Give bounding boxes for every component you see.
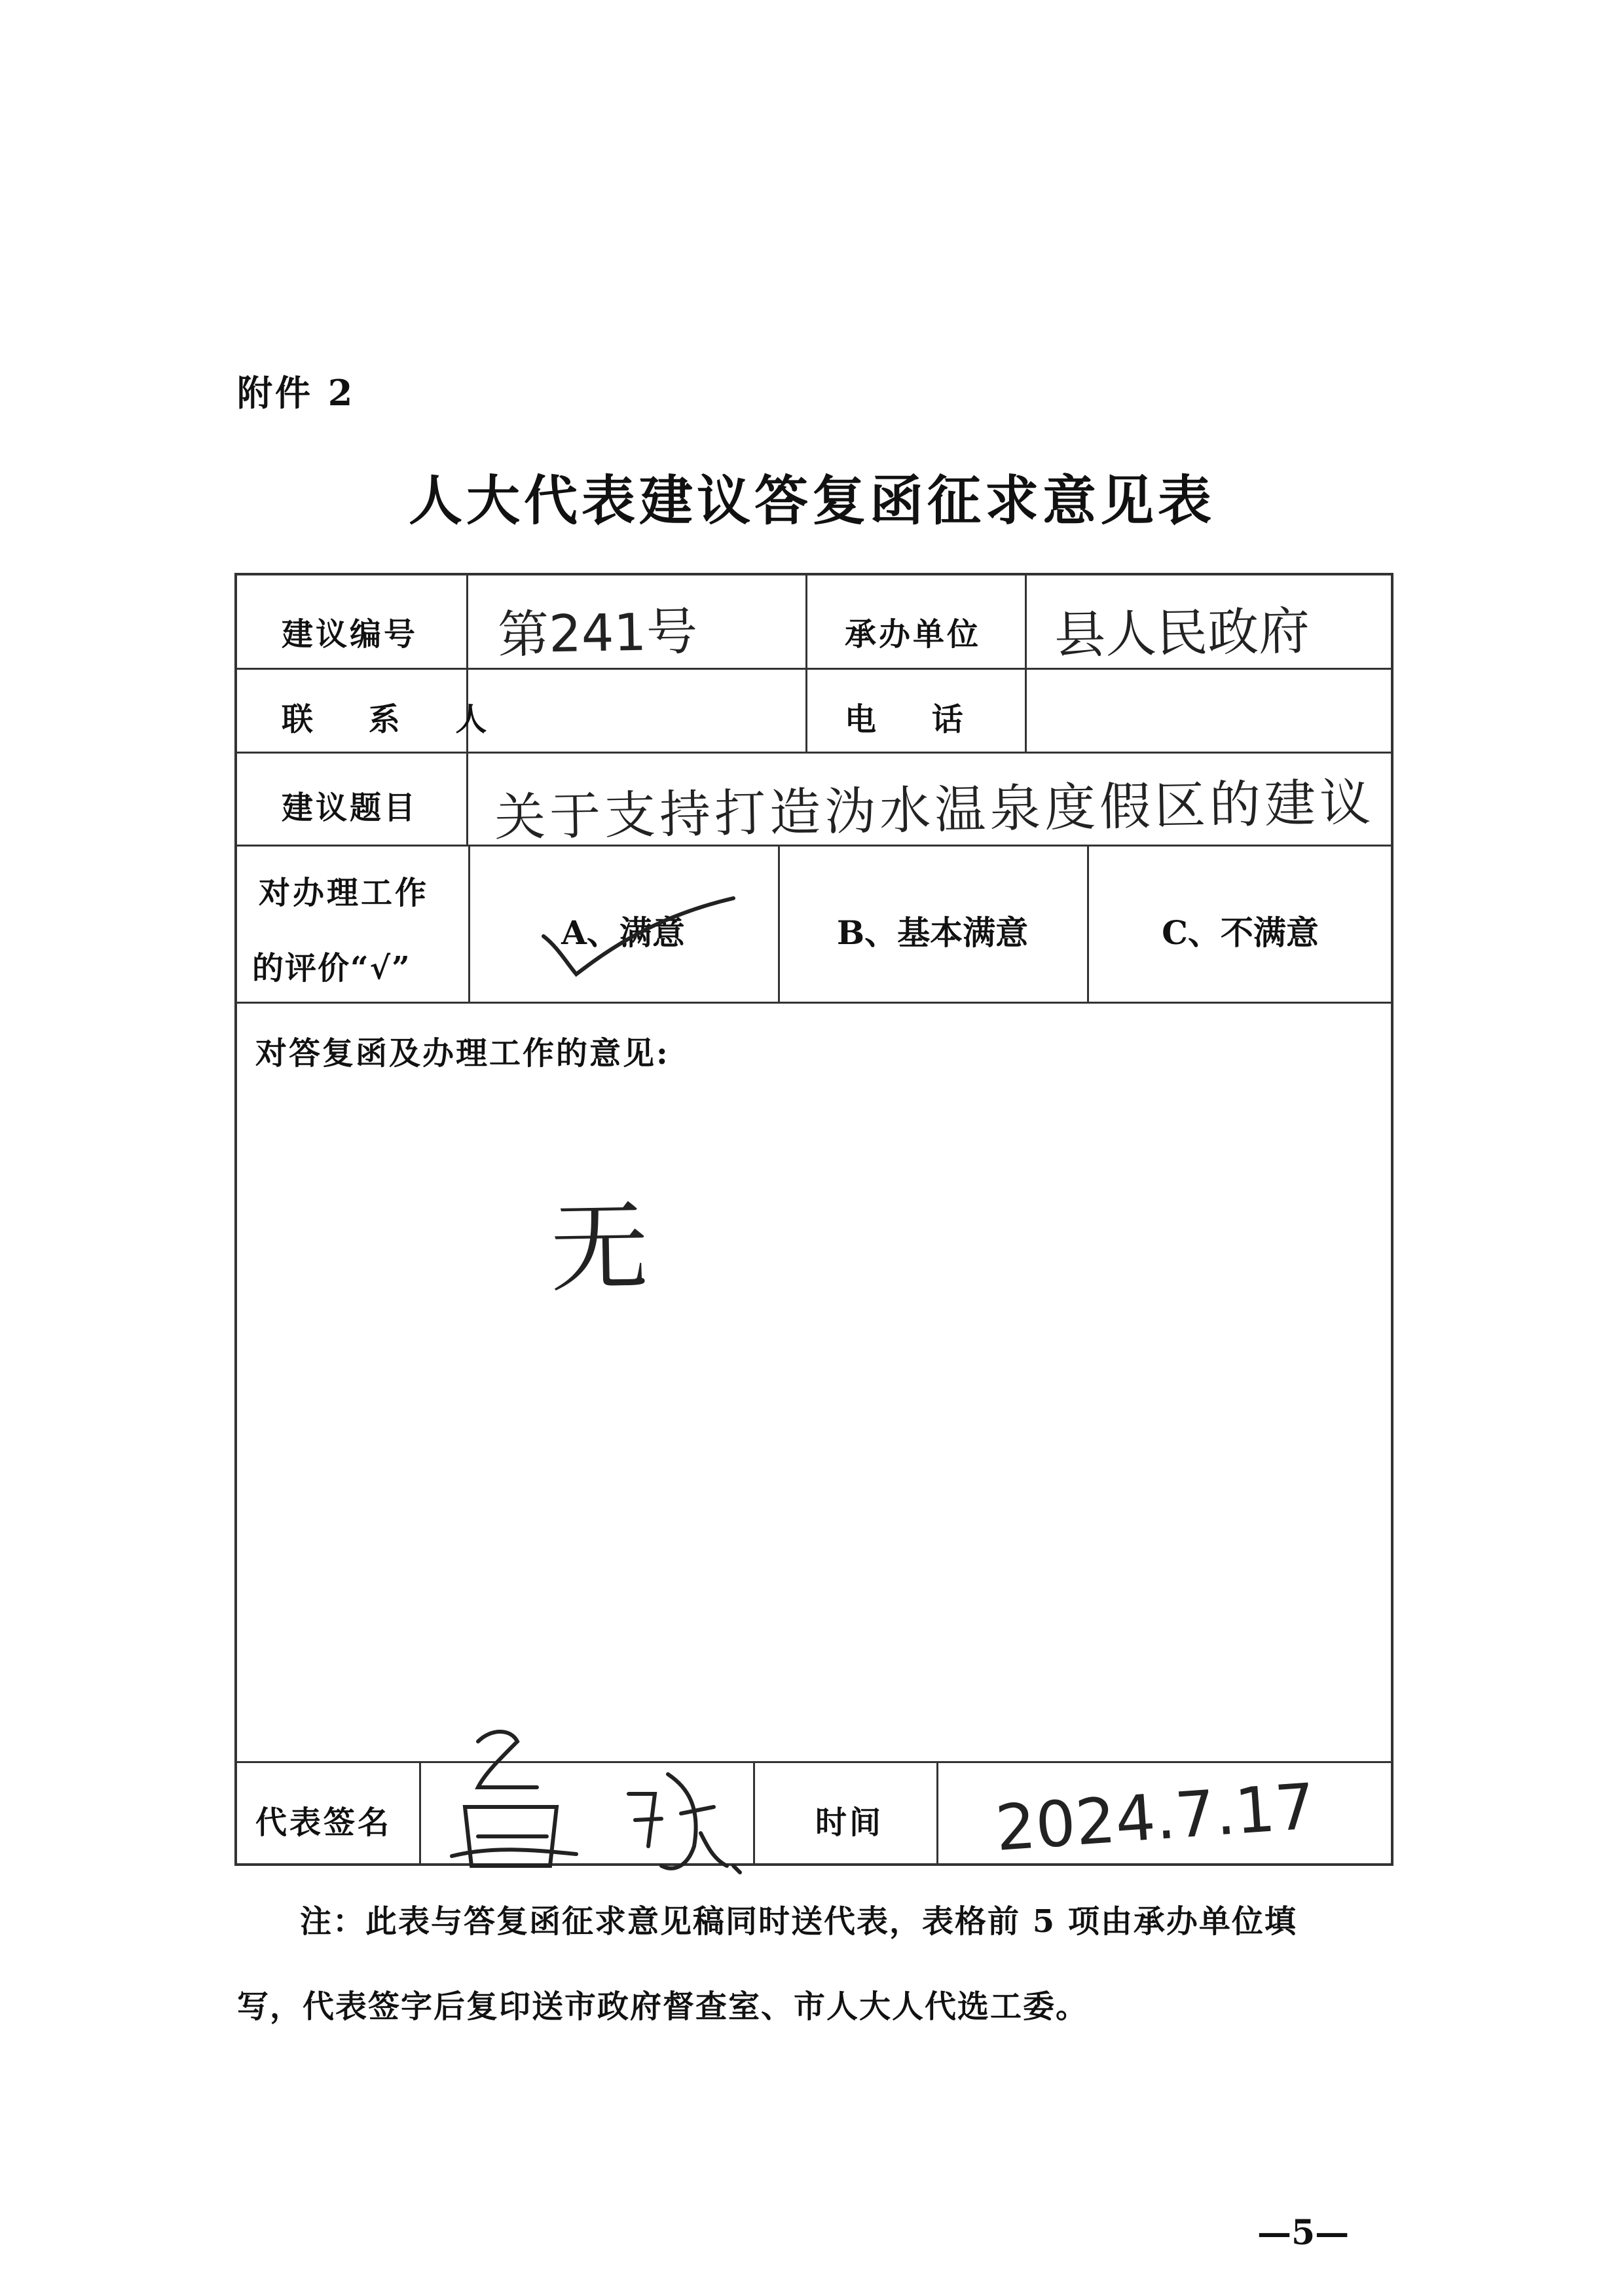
time-value: 2024.7.17	[993, 1770, 1318, 1865]
row-divider	[234, 668, 1393, 670]
signature-label: 代表签名	[255, 1804, 392, 1841]
attachment-label: 附件 2	[237, 372, 356, 414]
column-divider	[419, 1761, 421, 1866]
column-divider	[753, 1761, 755, 1866]
time-label: 时间	[815, 1804, 884, 1841]
option-satisfied[interactable]: A、满意	[561, 913, 685, 952]
column-divider	[936, 1761, 938, 1866]
checkmark-icon	[537, 897, 747, 982]
proposal-number-label: 建议编号	[282, 616, 418, 653]
footnote-line-2: 写，代表签字后复印送市政府督查室、市人大人代选工委。	[237, 1988, 1089, 2025]
topic-value: 关于支持打造沩水温泉度假区的建议	[494, 773, 1375, 848]
evaluation-label-line2: 的评价“√”	[252, 950, 411, 987]
row-divider	[234, 845, 1393, 847]
column-divider	[805, 573, 807, 752]
option-basically-satisfied[interactable]: B、基本满意	[836, 913, 1029, 952]
page-number: —5—	[1257, 2213, 1350, 2253]
proposal-number-value: 第241号	[497, 602, 698, 665]
row-divider	[234, 1761, 1393, 1763]
evaluation-label-line1: 对办理工作	[259, 875, 430, 911]
column-divider	[1025, 573, 1027, 752]
row-divider	[234, 752, 1393, 754]
page-title: 人大代表建议答复函征求意见表	[408, 469, 1215, 532]
handling-unit-value: 县人民政府	[1054, 602, 1310, 666]
footnote-line-1: 注：此表与答复函征求意见稿同时送代表，表格前 5 项由承办单位填	[300, 1903, 1297, 1940]
option-not-satisfied[interactable]: C、不满意	[1162, 913, 1319, 952]
handling-unit-label: 承办单位	[845, 616, 982, 653]
representative-signature	[439, 1715, 747, 1879]
opinion-label: 对答复函及办理工作的意见:	[255, 1035, 670, 1072]
contact-label: 联 系 人	[282, 701, 509, 738]
phone-label: 电 话	[845, 701, 986, 738]
row-divider	[234, 1002, 1393, 1004]
topic-label: 建议题目	[282, 790, 418, 826]
opinion-value: 无	[549, 1190, 650, 1307]
